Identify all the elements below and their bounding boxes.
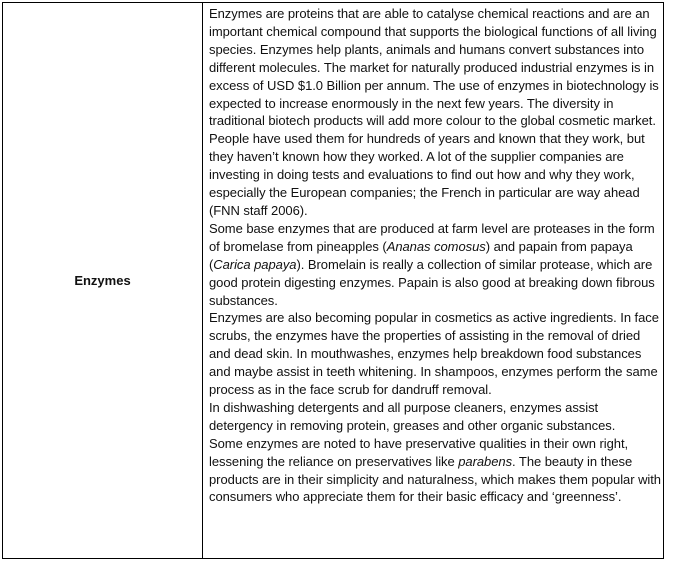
paragraph-detergents bbox=[209, 399, 661, 435]
row-label: Enzymes bbox=[74, 273, 131, 288]
species-name: Ananas comosus bbox=[386, 238, 486, 254]
text-run: ). Bromelain is really a collection of similar protease, which are good protein digesting enzymes. Papain is also good at breaking down fibrous substances. bbox=[209, 256, 655, 308]
description-cell bbox=[209, 5, 661, 506]
species-name: Carica papaya bbox=[213, 256, 297, 272]
row-label-cell bbox=[3, 3, 202, 558]
text-run: Some enzymes are noted to have preservative qualities in their own right, lessening the reliance on preservatives like bbox=[209, 435, 629, 469]
paragraph-preservatives bbox=[209, 435, 661, 507]
paragraph-base-enzymes bbox=[209, 220, 661, 310]
text-run: . The beauty in these products are in their simplicity and naturalness, which makes them popular with consumers who appreciate them for their basic efficacy and ‘greenness’. bbox=[209, 453, 661, 505]
text-run: ) and papain from papaya ( bbox=[209, 238, 633, 272]
column-divider bbox=[202, 3, 203, 558]
paragraph-overview bbox=[209, 5, 661, 220]
text-run: Enzymes are proteins that are able to catalyse chemical reactions and are an important chemical compound that supports the biological functions of all living species. Enzymes help plants, animals and humans convert substances into different molecules. The market for naturally produced industrial enzymes is in excess of USD $1.0 Billion per annum. The use of enzymes in biotechnology is expected to increase enormously in the next few years. The diversity in traditional biotech products will add more colour to the global cosmetic market. People have used them for hundreds of years and known that they work, but they haven’t known how they worked. A lot of the supplier companies are investing in doing tests and evaluations to find out how and why they work, especially the European companies; the French in particular are way ahead (FNN staff 2006). bbox=[209, 6, 659, 218]
text-run: Enzymes are also becoming popular in cosmetics as active ingredients. In face scrubs, the enzymes have the properties of assisting in the removal of dried and dead skin. In mouthwashes, enzymes help breakdown food substances and maybe assist in teeth whitening. In shampoos, enzymes perform the same process as in the face scrub for dandruff removal. bbox=[209, 310, 659, 398]
paragraph-cosmetics bbox=[209, 309, 661, 399]
preservative-name: parabens bbox=[458, 453, 513, 469]
document-table bbox=[2, 2, 664, 559]
text-run: Some base enzymes that are produced at farm level are proteases in the form of bromelase from pineapples ( bbox=[209, 220, 655, 254]
text-run: In dishwashing detergents and all purpose cleaners, enzymes assist detergency in removing protein, greases and other organic substances. bbox=[209, 399, 616, 433]
